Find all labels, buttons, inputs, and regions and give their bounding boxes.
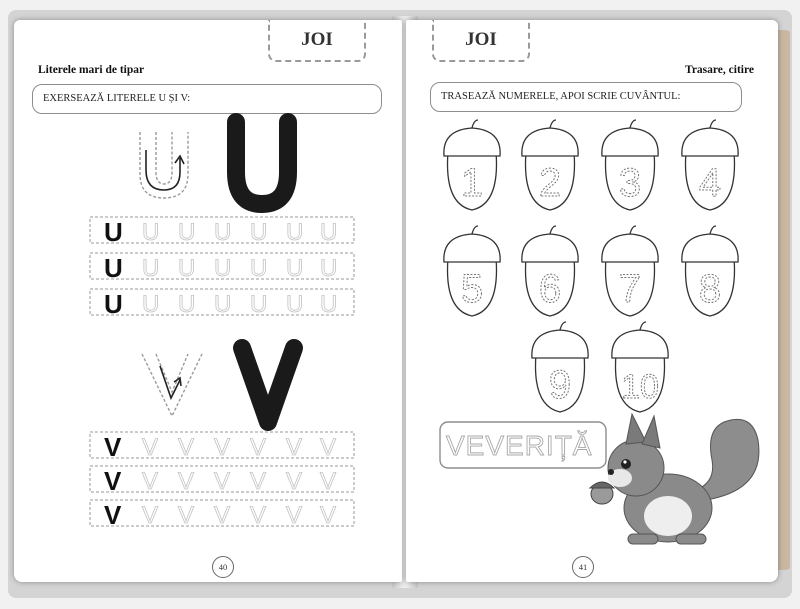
- svg-text:U: U: [320, 255, 338, 282]
- traced-number: 7: [618, 267, 642, 311]
- svg-text:U: U: [178, 291, 196, 318]
- svg-text:V: V: [214, 434, 231, 461]
- book-cover-corner: [778, 30, 790, 570]
- svg-text:U: U: [214, 255, 232, 282]
- traced-number: 3: [618, 161, 642, 205]
- svg-text:V: V: [320, 434, 337, 461]
- squirrel-illustration: [590, 414, 759, 544]
- acorn-number-2: [522, 120, 578, 210]
- svg-text:U: U: [214, 291, 232, 318]
- svg-text:V: V: [286, 434, 303, 461]
- svg-text:U: U: [320, 219, 338, 246]
- svg-text:U: U: [178, 255, 196, 282]
- acorn-number-3: [602, 120, 658, 210]
- svg-text:U: U: [142, 291, 160, 318]
- svg-text:U: U: [104, 217, 123, 247]
- svg-text:V: V: [142, 502, 159, 529]
- svg-text:V: V: [250, 502, 267, 529]
- svg-text:V: V: [104, 500, 122, 530]
- instruction-box: TRASEAZĂ NUMERELE, APOI SCRIE CUVÂNTUL:: [430, 82, 742, 112]
- number-tracing-drawing: [406, 20, 778, 582]
- letter-practice-drawing: [14, 20, 402, 582]
- svg-text:V: V: [142, 434, 159, 461]
- acorn-number-6: [522, 226, 578, 316]
- svg-text:V: V: [142, 468, 159, 495]
- letter-v-trace-guide: [142, 354, 202, 416]
- page-number: 40: [212, 556, 234, 578]
- open-book: [8, 6, 792, 600]
- svg-text:U: U: [286, 291, 304, 318]
- day-tab: JOI: [268, 20, 366, 62]
- page-title: Trasare, citire: [685, 64, 754, 76]
- traced-number: 6: [538, 267, 562, 311]
- svg-text:U: U: [250, 255, 268, 282]
- word-to-trace: VEVERIȚĂ: [446, 430, 593, 461]
- acorn-number-10: [612, 322, 668, 412]
- svg-text:V: V: [178, 434, 195, 461]
- traced-number: 9: [548, 363, 572, 407]
- acorn-number-1: [444, 120, 500, 210]
- svg-text:V: V: [250, 434, 267, 461]
- svg-text:U: U: [104, 289, 123, 319]
- svg-text:V: V: [178, 468, 195, 495]
- traced-number: 1: [460, 161, 484, 205]
- acorn-number-7: [602, 226, 658, 316]
- u-practice-rows: [90, 217, 354, 319]
- svg-text:V: V: [286, 468, 303, 495]
- instruction-box: EXERSEAZĂ LITERELE U ȘI V:: [32, 84, 382, 114]
- right-page: [406, 20, 778, 582]
- svg-text:U: U: [178, 219, 196, 246]
- day-tab: JOI: [432, 20, 530, 62]
- v-practice-rows: [90, 432, 354, 530]
- page-title: Literele mari de tipar: [38, 64, 145, 76]
- acorn-number-4: [682, 120, 738, 210]
- svg-text:U: U: [104, 253, 123, 283]
- traced-number: 8: [698, 267, 722, 311]
- svg-text:U: U: [250, 219, 268, 246]
- letter-v-model: [242, 348, 294, 422]
- svg-text:V: V: [286, 502, 303, 529]
- svg-text:V: V: [104, 466, 122, 496]
- svg-text:V: V: [214, 468, 231, 495]
- acorn-number-5: [444, 226, 500, 316]
- svg-text:U: U: [214, 219, 232, 246]
- svg-text:V: V: [320, 502, 337, 529]
- svg-text:U: U: [250, 291, 268, 318]
- svg-text:U: U: [320, 291, 338, 318]
- svg-text:U: U: [142, 219, 160, 246]
- acorn-number-8: [682, 226, 738, 316]
- traced-number: 10: [621, 368, 659, 406]
- svg-text:V: V: [178, 502, 195, 529]
- page-number: 41: [572, 556, 594, 578]
- svg-text:V: V: [250, 468, 267, 495]
- svg-text:U: U: [142, 255, 160, 282]
- traced-number: 2: [538, 161, 562, 205]
- traced-number: 4: [698, 161, 722, 205]
- traced-number: 5: [460, 267, 484, 311]
- left-page: [14, 20, 402, 582]
- svg-text:V: V: [214, 502, 231, 529]
- letter-u-model: [236, 122, 288, 204]
- svg-text:U: U: [286, 255, 304, 282]
- letter-u-trace-guide: [140, 132, 188, 198]
- acorn-number-9: [532, 322, 588, 412]
- svg-text:V: V: [320, 468, 337, 495]
- svg-text:U: U: [286, 219, 304, 246]
- svg-text:V: V: [104, 432, 122, 462]
